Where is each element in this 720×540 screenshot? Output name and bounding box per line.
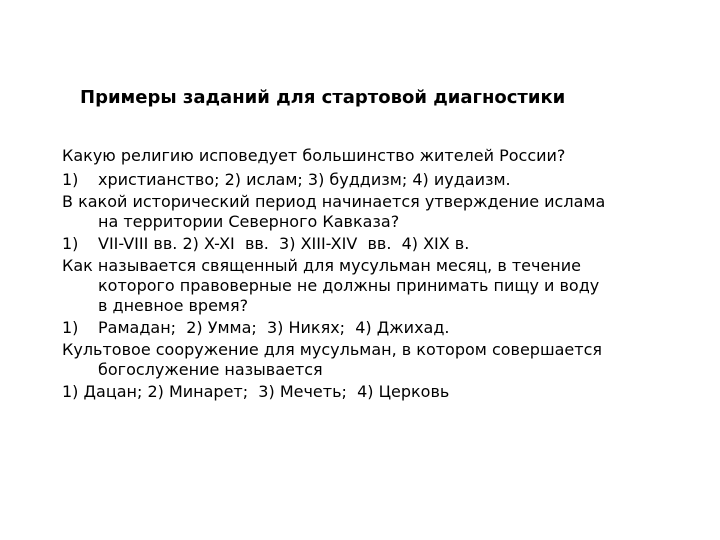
question-2-line-1: В какой исторический период начинается утверждение ислама xyxy=(62,192,606,211)
question-4-line-2: богослужение называется xyxy=(98,360,323,379)
slide-content xyxy=(62,144,666,404)
question-3-line-3: в дневное время? xyxy=(98,296,249,315)
question-3-line-2: которого правоверные не должны принимать пищу и воду xyxy=(98,276,600,295)
question-4 xyxy=(62,340,666,380)
answer-2 xyxy=(62,232,666,256)
answer-2-text: VII-VIII вв. 2) X-XI вв. 3) XIII-XIV вв. 4) XIX в. xyxy=(98,234,470,253)
answer-1-text: христианство; 2) ислам; 3) буддизм; 4) иудаизм. xyxy=(98,170,511,189)
answer-1-number: 1) xyxy=(62,170,79,189)
answer-3 xyxy=(62,316,666,340)
answer-3-text: Рамадан; 2) Умма; 3) Никях; 4) Джихад. xyxy=(98,318,450,337)
question-3 xyxy=(62,256,666,316)
answer-4: 1) Дацан; 2) Минарет; 3) Мечеть; 4) Церковь xyxy=(62,382,450,401)
answer-2-number: 1) xyxy=(62,234,79,253)
question-1: Какую религию исповедует большинство жителей России? xyxy=(62,146,566,165)
slide-title: Примеры заданий для стартовой диагностики xyxy=(80,87,566,108)
question-2 xyxy=(62,192,666,232)
question-4-line-1: Культовое сооружение для мусульман, в котором совершается xyxy=(62,340,602,359)
answer-3-number: 1) xyxy=(62,318,79,337)
answer-1 xyxy=(62,168,666,192)
question-2-line-2: на территории Северного Кавказа? xyxy=(98,212,400,231)
question-3-line-1: Как называется священный для мусульман месяц, в течение xyxy=(62,256,581,275)
